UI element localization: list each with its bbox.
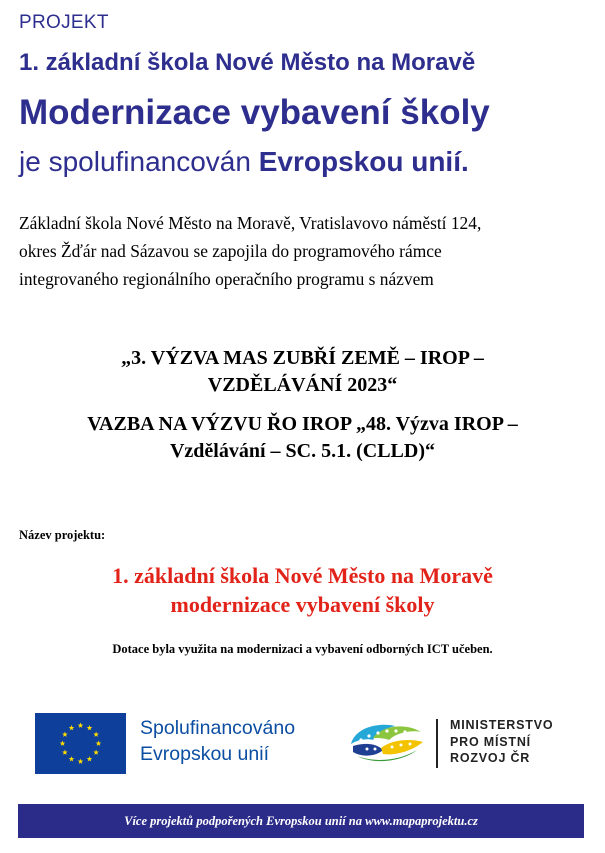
mmr-text-line: ROZVOJ ČR — [450, 751, 531, 765]
school-name-heading: 1. základní škola Nové Město na Moravě — [19, 49, 476, 76]
eu-flag-icon — [35, 713, 126, 774]
eu-text-line: Evropskou unií — [140, 743, 269, 765]
call-line: Vzdělávání – SC. 5.1. (CLLD)“ — [169, 440, 435, 462]
call-link — [0, 411, 605, 465]
call-title — [0, 345, 605, 399]
mmr-logo-icon — [347, 716, 427, 766]
footer-banner: Více projektů podpořených Evropskou unií na www.mapaprojektu.cz — [18, 804, 584, 838]
intro-paragraph — [19, 209, 589, 293]
project-name-label: Název projektu: — [19, 528, 106, 542]
project-name — [0, 561, 605, 619]
project-name-line: 1. základní škola Nové Město na Moravě — [112, 563, 493, 588]
intro-line: integrovaného regionálního operačního programu s názvem — [19, 269, 434, 289]
mmr-text-line: PRO MÍSTNÍ — [450, 734, 531, 749]
subsidy-note: Dotace byla využita na modernizaci a vybavení odborných ICT učeben. — [112, 642, 493, 656]
cofinanced-emphasis: Evropskou unií. — [258, 146, 469, 177]
project-title: Modernizace vybavení školy — [19, 93, 490, 132]
eu-cofinanced-text — [140, 715, 295, 767]
intro-line: Základní škola Nové Město na Moravě, Vratislavovo náměstí 124, — [19, 213, 482, 233]
mmr-text-line: MINISTERSTVO — [450, 718, 554, 732]
project-label: PROJEKT — [19, 12, 109, 33]
mmr-text — [450, 717, 553, 767]
project-name-line: modernizace vybavení školy — [170, 592, 435, 617]
call-line: „3. VÝZVA MAS ZUBŘÍ ZEMĚ – IROP – — [121, 347, 484, 369]
mmr-separator — [436, 719, 438, 768]
cofinanced-heading — [19, 146, 469, 178]
cofinanced-prefix: je spolufinancován — [19, 146, 259, 177]
eu-text-line: Spolufinancováno — [140, 717, 296, 739]
intro-line: okres Žďár nad Sázavou se zapojila do programového rámce — [19, 241, 442, 261]
call-line: VZDĚLÁVÁNÍ 2023“ — [207, 374, 398, 396]
call-line: VAZBA NA VÝZVU ŘO IROP „48. Výzva IROP – — [87, 413, 518, 435]
